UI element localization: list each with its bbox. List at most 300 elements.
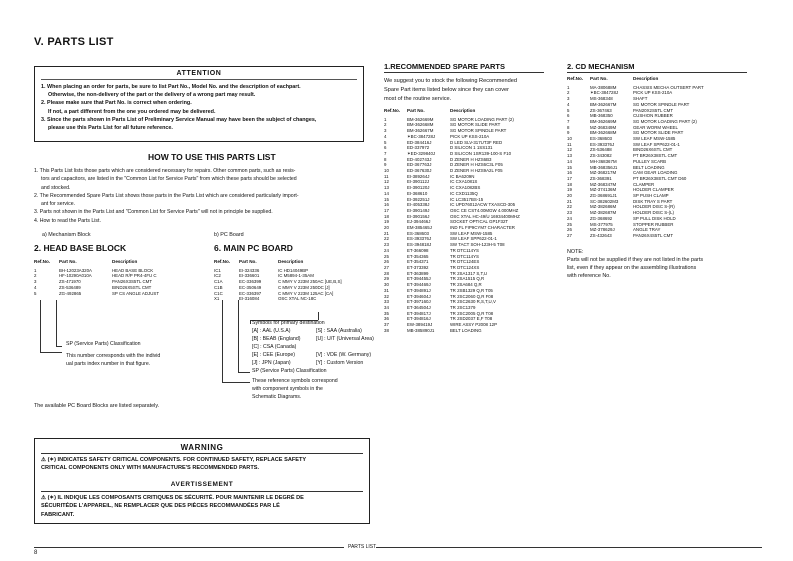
warning-french — [41, 494, 363, 519]
main-pc-note-line: These reference symbols correspond — [252, 378, 338, 384]
column-header: Ref.No. — [34, 259, 51, 264]
table-cell: STOPPER RUBBER — [633, 221, 674, 227]
table-cell: D ZENER H HZS6C3L F05 — [450, 162, 503, 168]
cd-mech-heading: 2. CD MECHANISM — [567, 62, 635, 71]
table-cell: ET-397160J — [407, 299, 431, 305]
table-cell: IC CXA1081S — [450, 179, 478, 185]
table-cell: EW-389419J — [407, 322, 433, 328]
example-a-label: a) Mechanism Block — [42, 232, 91, 238]
table-cell: DISK TRAY S PART — [633, 198, 673, 204]
table-cell: 17 — [384, 207, 389, 213]
table-cell: 9 — [384, 162, 387, 168]
table-cell: ES-393376J — [590, 141, 615, 147]
table-cell: 5 — [384, 139, 387, 145]
warning-english — [41, 456, 363, 473]
table-cell: EI-390156J — [407, 213, 430, 219]
table-cell: SP PULL DISK HOLD — [633, 215, 676, 221]
table-cell: 8 — [567, 124, 570, 130]
destination-title: Symbols for primary destination — [252, 320, 325, 326]
table-cell: C1B — [214, 284, 223, 290]
table-cell: IC HD14049BP — [278, 267, 309, 273]
table-cell: 5 — [34, 290, 37, 296]
cd-note-line: with reference No. — [567, 273, 611, 279]
table-cell: ZS-536488 — [590, 147, 612, 153]
howto-line: and stocked. — [41, 184, 71, 191]
table-cell: ET-366098 — [407, 247, 429, 253]
table-cell: BM-362667M — [407, 128, 434, 134]
table-cell: 25 — [384, 253, 389, 259]
table-cell: D SILICON 1 1SS131 — [450, 145, 493, 151]
spare-intro — [384, 77, 517, 104]
table-cell: MZ-382687M — [590, 210, 617, 216]
table-cell: ED-384416J — [407, 139, 432, 145]
warning-line: CRITICAL COMPONENTS ONLY WITH MANUFACTURE'S RECOMMENDED PARTS. — [41, 465, 260, 472]
table-cell: 8 — [384, 156, 387, 162]
table-cell: ED-367630J — [407, 168, 432, 174]
table-cell: SW LEAF MSW-1585 — [450, 230, 493, 236]
table-row — [34, 291, 162, 297]
table-cell: D LED SLV-317UT3F RED — [450, 139, 503, 145]
table-cell: TR 2SA1317 S,T,U — [450, 270, 488, 276]
table-cell: MS-377975 — [590, 221, 613, 227]
table-cell: ES-393376J — [407, 236, 432, 242]
table-cell: 20 — [384, 225, 389, 231]
table-cell: ET-363899 — [407, 270, 429, 276]
table-cell: SOCKET OPTICAL GP1F32T — [450, 219, 509, 225]
table-cell: BM-362668M — [590, 130, 617, 136]
example-b-label: b) PC Board — [214, 232, 244, 238]
howto-line: ant for service. — [41, 201, 76, 208]
attention-heading: ATTENTION — [176, 70, 222, 77]
table-cell: MZ-374136M — [590, 187, 617, 193]
table-cell: HOLDER CLAMPER — [633, 187, 674, 193]
table-cell: HEAD R/P PR4-4FU C — [112, 273, 157, 279]
table-cell: ET-364504J — [407, 304, 431, 310]
table-cell: 22 — [567, 204, 572, 210]
table-cell: C1A — [214, 279, 223, 285]
table-cell: HOLDER DISC S-(L) — [633, 210, 674, 216]
column-header: Description — [278, 259, 304, 264]
table-cell: 14 — [567, 158, 572, 164]
destination-item: [S] : SAA (Australia) — [316, 328, 362, 334]
table-cell: PULLEY SCARB — [633, 158, 667, 164]
table-cell: 19 — [384, 219, 389, 225]
table-cell: 15 — [384, 196, 389, 202]
table-cell: TR DTC124ES — [450, 259, 480, 265]
table-cell: D SILICON 1SR139-100-S F10 — [450, 150, 512, 156]
table-cell: ZS-471970 — [59, 279, 81, 285]
table-cell: SG MOTOR LOADING PART (2) — [450, 116, 514, 122]
howto-line: 1. This Parts List lists those parts which are considered necessary for repairs. Other common parts, such as resis- — [34, 168, 296, 174]
table-cell: 28 — [384, 270, 389, 276]
table-cell: ET-394816J — [407, 316, 431, 322]
destination-item: [C] : CSA (Canada) — [252, 344, 297, 350]
warning-line: FABRICANT. — [41, 511, 75, 518]
table-cell: EI-389264J — [407, 173, 430, 179]
table-cell: 21 — [384, 230, 389, 236]
table-cell: 11 — [567, 141, 572, 147]
head-base-table — [34, 259, 162, 296]
main-pc-classification: SP (Service Parts) Classification — [252, 368, 327, 374]
footer-label: PARTS LIST — [348, 544, 377, 550]
table-cell: ZS-368391 — [590, 175, 612, 181]
howto-line: 3. Parts not shown in the Parts List and "Common List for Service Parts" will not in principle be supplied. — [34, 209, 273, 216]
table-cell: SG MOTOR SPINDLE PART — [450, 128, 507, 134]
spare-intro-line: Spare Part items listed below since they can cover — [384, 87, 509, 93]
table-cell: 10 — [384, 168, 389, 174]
available-note: The available PC Board Blocks are listed separately. — [34, 403, 160, 409]
table-cell: MH-368367M — [590, 158, 617, 164]
table-cell: 13 — [384, 185, 389, 191]
column-header: Part No. — [239, 259, 257, 264]
table-cell: EI-336601 — [239, 273, 260, 279]
table-cell: ES-368603 — [407, 230, 429, 236]
table-cell: EI-368610 — [407, 190, 428, 196]
table-cell: 30 — [384, 282, 389, 288]
table-cell: IC1 — [214, 267, 221, 273]
table-cell: C MMY V 223M 250DC [J] — [278, 284, 330, 290]
table-cell: TR 2SC1379 — [450, 304, 476, 310]
table-cell: CHASSIS MECHA OUTSERT PART — [633, 84, 704, 90]
table-row — [384, 328, 523, 334]
table-cell: TR 2SD2037 E,F T08 — [450, 316, 493, 322]
table-cell: HOLDER DISC S-(R) — [633, 204, 675, 210]
table-cell: EI-390112J — [407, 179, 430, 185]
table-cell: 14 — [384, 190, 389, 196]
table-cell: 31 — [384, 287, 389, 293]
cd-note-heading: NOTE: — [567, 249, 584, 255]
table-cell: IC BA6209N — [450, 173, 475, 179]
table-cell: ZS-343082 — [590, 153, 612, 159]
main-pc-heading: 6. MAIN PC BOARD — [214, 243, 293, 253]
table-cell: 4 — [384, 133, 387, 139]
table-cell: BM-362668M — [407, 122, 434, 128]
table-cell: TR 2SC2630 R,S,T,U,V — [450, 299, 496, 305]
table-cell: PAN20X2S5TL CMT — [633, 107, 674, 113]
table-cell: PICK UP KSS-210A — [450, 133, 490, 139]
destination-item: [E] : CEE (Europe) — [252, 352, 295, 358]
table-cell: SW LEAF SPP622-01-1 — [450, 236, 497, 242]
head-base-note-line: This number corresponds with the individ — [66, 353, 161, 359]
attention-line: 3. Since the parts shown in Parts List of Preliminary Service Manual may have been the subject of changes, — [41, 116, 317, 123]
table-cell: BIND26X6STL CMT — [633, 147, 673, 153]
attention-line: 2. Please make sure that Part No. is correct when ordering. — [41, 100, 192, 107]
table-cell: EC-336397 — [239, 290, 262, 296]
table-cell: PT BR26X38STL CMT — [633, 153, 678, 159]
table-cell: ED-402743J — [407, 156, 432, 162]
table-cell: TR 2SB1329 Q,R T05 — [450, 287, 493, 293]
table-cell: HEAD BASE BLOCK — [112, 267, 154, 273]
table-cell: D ZENER H HZS6B3 — [450, 156, 492, 162]
table-cell: IC M5894-1-35AM — [278, 273, 314, 279]
table-cell: 4 — [567, 101, 570, 107]
table-cell: GEAR WORM WHEEL — [633, 124, 678, 130]
table-cell: BIND26X5STL CMT — [112, 284, 152, 290]
table-cell: MZ-382686M — [590, 204, 617, 210]
table-cell: SW LEAF MSW-1585 — [633, 136, 676, 142]
attention-line: Otherwise, the non-delivery of the part or the delivery of a wrong part may result. — [48, 92, 256, 99]
table-cell: 32 — [384, 293, 389, 299]
table-cell: ✶BC-384728J — [590, 90, 619, 96]
table-cell: SG MOTOR SLIDE PART — [450, 122, 501, 128]
table-cell: 26 — [384, 259, 389, 265]
table-cell: ED-337972 — [407, 145, 430, 151]
table-cell: C MMY V 223M 125AC [CA] — [278, 290, 334, 296]
table-cell: EM-385465J — [407, 225, 432, 231]
page-number: 8 — [34, 550, 38, 556]
table-cell: ZS-432643 — [590, 232, 612, 238]
table-cell: 19 — [567, 187, 572, 193]
table-cell: 23 — [384, 242, 389, 248]
table-cell: 9 — [567, 130, 570, 136]
spare-intro-line: most of the routine service. — [384, 96, 452, 102]
warning-box — [34, 438, 370, 524]
table-cell: 26 — [567, 227, 572, 233]
table-cell: EJ-394466J — [407, 219, 431, 225]
table-cell: IC LC3517BS-15 — [450, 196, 484, 202]
table-cell: ZG-492865 — [59, 290, 82, 296]
table-cell: 6 — [384, 145, 387, 151]
main-pc-note-line: with component symbols in the — [252, 386, 323, 392]
table-cell: ZG-368692 — [590, 215, 613, 221]
cd-mech-table — [567, 76, 707, 239]
table-cell: EC-350649 — [239, 284, 262, 290]
table-cell: 7 — [567, 118, 570, 124]
attention-list — [41, 83, 357, 132]
cd-note-line: list, even if they appear on the assembling illustrations — [567, 265, 697, 271]
table-cell: SP CS ANGLE ADJUST — [112, 290, 160, 296]
table-cell: EI-392251J — [407, 196, 430, 202]
table-cell: PICK UP KSS-210A — [633, 90, 673, 96]
column-header: Ref.No. — [384, 108, 401, 113]
table-cell: TR DTC124XS — [450, 264, 480, 270]
table-cell: 12 — [384, 179, 389, 185]
table-cell: OSC XTAL NC-18C — [278, 296, 317, 302]
table-cell: IC CXA1082BS — [450, 185, 481, 191]
column-header: Part No. — [590, 76, 608, 81]
attention-line: 1. When placing an order for parts, be sure to list Part No., Model No. and the description of eachpart. — [41, 84, 301, 90]
table-cell: C1C — [214, 290, 223, 296]
howto-text — [34, 167, 370, 225]
table-cell: ET-394817J — [407, 310, 431, 316]
head-base-note-line: ual parts index number in that figure. — [66, 361, 151, 367]
table-cell: 21 — [567, 198, 572, 204]
table-cell: 2 — [384, 122, 387, 128]
table-cell: 24 — [567, 215, 572, 221]
warning-line: ⚠ (✶) IL INDIQUE LES COMPOSANTS CRITIQUES DE SÉCURITÉ. POUR MAINTENIR LE DEGRÉ DE — [41, 495, 304, 501]
column-header: Description — [633, 76, 659, 81]
table-cell: SC-382602M3 — [590, 198, 619, 204]
table-cell: 33 — [384, 299, 389, 305]
table-cell: EI-390120J — [407, 185, 430, 191]
table-cell: ET-394469J — [407, 282, 431, 288]
spare-heading: 1.RECOMMENDED SPARE PARTS — [384, 62, 505, 71]
table-cell: SP PUSH CLAMP — [633, 193, 669, 199]
column-header: Part No. — [59, 259, 77, 264]
howto-line: tors and capacitors, are listed in the "Common List for Service Parts" from which these parts should be selected — [41, 176, 297, 183]
spare-table — [384, 108, 523, 333]
table-cell: 16 — [384, 202, 389, 208]
main-pc-note-line: Schematic Diagrams. — [252, 394, 302, 400]
table-cell: C MMY V 223M 250AC [UE,B,S] — [278, 279, 342, 285]
howto-heading: HOW TO USE THIS PARTS LIST — [148, 152, 276, 162]
table-cell: BM-362669M — [407, 116, 434, 122]
destination-item: [B] : BEAB (England) — [252, 336, 301, 342]
table-cell: 12 — [567, 147, 572, 153]
table-cell: CUSHION RUBBER — [633, 113, 673, 119]
page-title: V. PARTS LIST — [34, 36, 114, 48]
table-cell: 5 — [567, 107, 570, 113]
table-cell: TR 2SC2005 Q,R T08 — [450, 310, 494, 316]
table-cell: 1 — [34, 267, 37, 273]
table-cell: SW LEAF SPP622-01-1 — [633, 141, 680, 147]
table-cell: EC-336399 — [239, 279, 262, 285]
table-cell: 3 — [384, 128, 387, 134]
head-base-heading: 2. HEAD BASE BLOCK — [34, 243, 127, 253]
table-cell: 35 — [384, 310, 389, 316]
table-cell: SG MOTOR LOADING PART (2) — [633, 118, 697, 124]
table-cell: 27 — [384, 264, 389, 270]
column-header: Ref.No. — [567, 76, 584, 81]
warning-line: ⚠ (✶) INDICATES SAFETY CRITICAL COMPONENTS. FOR CONTINUED SAFETY, REPLACE SAFETY — [41, 457, 307, 463]
table-cell: OSC XTAL HC-49/U 16934400MHZ — [450, 213, 520, 219]
main-pc-table — [214, 259, 345, 302]
table-cell: ES-394818J — [407, 242, 432, 248]
table-cell: CLAMPER — [633, 181, 655, 187]
table-cell: TR 2SA684 Q,R — [450, 282, 482, 288]
table-cell: 17 — [567, 175, 572, 181]
table-cell: 25 — [567, 221, 572, 227]
table-cell: PAN26X3S5TL CMT — [112, 279, 153, 285]
table-cell: MZ-368349M — [590, 124, 617, 130]
table-cell: 10 — [567, 136, 572, 142]
table-cell: BM-362667M — [590, 101, 617, 107]
table-cell: BH-12023A320A — [59, 267, 92, 273]
table-cell: PAN26X4S5TL CMT — [633, 232, 674, 238]
table-cell: BELT LOADING — [633, 164, 665, 170]
table-cell: ✶BC-384728J — [407, 133, 436, 139]
table-cell: TR DTC114YS — [450, 247, 479, 253]
cd-note-line: Parts will not be supplied if they are not listed in the parts — [567, 257, 704, 263]
table-cell: ET-394455J — [407, 276, 431, 282]
table-cell: MB-368356J1 — [590, 164, 618, 170]
table-cell: 38 — [384, 327, 389, 333]
table-cell: 18 — [567, 181, 572, 187]
destination-item: [V] : VDE (W. Germany) — [316, 352, 372, 358]
howto-line: 2. The Recommended Spare Parts List shows those parts in the Parts List which are considered particularly import- — [34, 192, 299, 199]
table-cell: ZG-368691J1 — [590, 193, 617, 199]
destination-item: [Y] : Custom Version — [316, 360, 364, 366]
table-cell: 34 — [384, 304, 389, 310]
table-cell: TR 2SA1515 Q,R — [450, 276, 485, 282]
table-cell: MS-368348 — [590, 96, 613, 102]
table-cell: 37 — [384, 322, 389, 328]
warning-line: SÉCURITÉDE L'APPAREIL, NE REMPLACER QUE DES PIÈCES RECOMMANDÉES PAR LÉ — [41, 503, 280, 510]
table-cell: HF-10290A010A — [59, 273, 92, 279]
column-header: Description — [450, 108, 476, 113]
destination-item: [U] : U/T (Universal Area) — [316, 336, 374, 342]
destination-item: [A] : AAL (U.S.A) — [252, 328, 291, 334]
table-cell: ✶ED-329840J — [407, 150, 436, 156]
table-cell: SG MOTOR SPINDLE PART — [633, 101, 690, 107]
table-cell: 2 — [34, 273, 37, 279]
table-cell: OSC CE CST4.00MGW 4.000MHZ — [450, 207, 519, 213]
destination-item: [J] : JPN (Japan) — [252, 360, 291, 366]
table-cell: 29 — [384, 276, 389, 282]
table-cell: BM-362669M — [590, 118, 617, 124]
table-cell: 4 — [34, 284, 37, 290]
column-header: Ref.No. — [214, 259, 231, 264]
table-cell: TR DTC114YS — [450, 253, 479, 259]
attention-line: please use this Parts List for all future reference. — [48, 125, 173, 132]
table-cell: IND FL FIP9CYM7 CHARACTER — [450, 225, 515, 231]
table-cell: 23 — [567, 210, 572, 216]
table-cell: 13 — [567, 153, 572, 159]
table-cell: 6 — [567, 113, 570, 119]
table-cell: 27 — [567, 232, 572, 238]
table-cell: 7 — [384, 150, 387, 156]
table-cell: D ZENER H HZS9A2L F05 — [450, 168, 503, 174]
table-cell: ES-368603 — [590, 136, 612, 142]
table-cell: MB-385890J1 — [407, 327, 435, 333]
table-cell: 3 — [567, 96, 570, 102]
table-cell: SHAFT — [633, 96, 648, 102]
table-cell: ET-394604J — [407, 293, 431, 299]
column-header: Part No. — [407, 108, 425, 113]
table-cell: IC CXD1135Q — [450, 190, 478, 196]
table-cell: MZ-368217M — [590, 170, 617, 176]
warning-heading: WARNING — [180, 443, 224, 452]
table-cell: ET-354365 — [407, 253, 429, 259]
table-cell: IC UPD76012ACW TXASCD-305 — [450, 202, 516, 208]
table-cell: EI-316084 — [239, 296, 260, 302]
table-cell: TR 2SC2060 Q,R F08 — [450, 293, 494, 299]
table-cell: ZS-367463 — [590, 107, 612, 113]
table-cell: 22 — [384, 236, 389, 242]
table-cell: EI-324336 — [239, 267, 260, 273]
table-cell: MA-380688M — [590, 84, 617, 90]
table-cell: SW TACT SOH-123H-5 T08 — [450, 242, 505, 248]
table-cell: WIRE ASSY P2008 12P — [450, 322, 498, 328]
table-cell: 2 — [567, 90, 570, 96]
table-cell: ET-394891J — [407, 287, 431, 293]
table-cell: 3 — [34, 279, 37, 285]
table-cell: 1 — [567, 84, 570, 90]
table-cell: EI-405338J — [407, 202, 430, 208]
table-cell: MZ-378629J — [590, 227, 615, 233]
table-cell: 20 — [567, 193, 572, 199]
table-cell: ZS-536489 — [59, 284, 81, 290]
table-cell: CAM GEAR LOADING — [633, 170, 678, 176]
table-cell: PT BR26X38STL CMT D60 — [633, 175, 687, 181]
table-cell: ET-373392 — [407, 264, 429, 270]
table-cell: 24 — [384, 247, 389, 253]
column-header: Description — [112, 259, 138, 264]
table-row — [567, 233, 707, 239]
table-cell: X1 — [214, 296, 220, 302]
table-row — [214, 296, 345, 302]
avertissement-heading: AVERTISSEMENT — [170, 481, 234, 488]
table-cell: MB-368350 — [590, 113, 613, 119]
table-cell: BELT LOADING — [450, 327, 482, 333]
table-cell: SG MOTOR SLIDE PART — [633, 130, 684, 136]
spare-intro-line: We suggest you to stock the following Recommended — [384, 78, 517, 84]
table-cell: 1 — [384, 116, 387, 122]
head-base-classification: SP (Service Parts) Classification — [66, 341, 141, 347]
table-cell: 11 — [384, 173, 389, 179]
table-cell: MZ-368347M — [590, 181, 617, 187]
table-cell: EI-390149J — [407, 207, 430, 213]
